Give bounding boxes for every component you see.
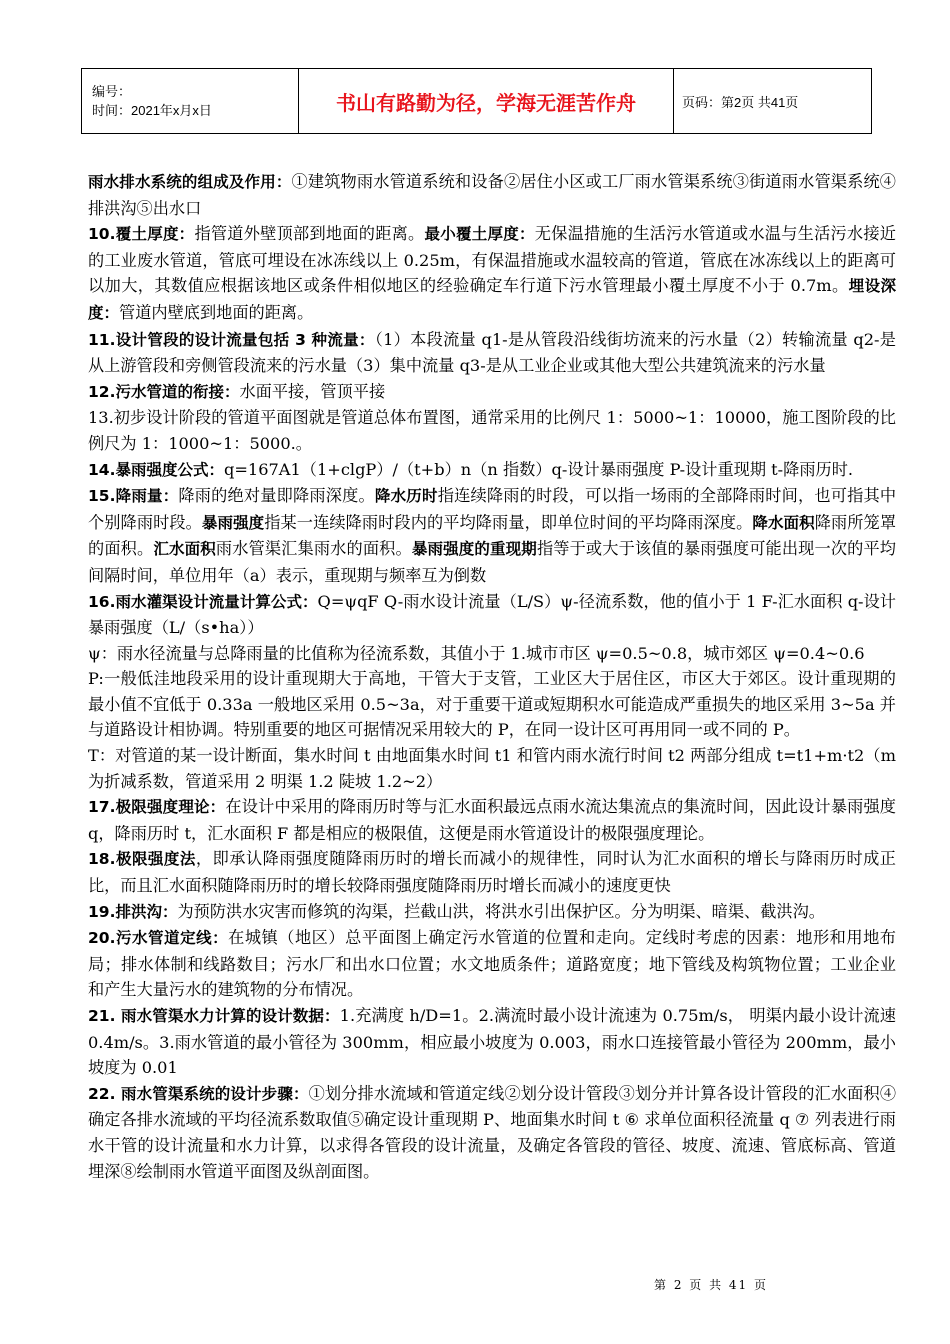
- paragraph-heading: 暴雨强度: [201, 513, 265, 532]
- paragraph-text: 指等于或大于该值的暴雨强度可能出现一次的平均间隔时间，单位用年（a）表示，重现期与频率互为倒数: [88, 539, 896, 585]
- paragraph-heading: 22. 雨水管渠系统的设计步骤：: [88, 1084, 309, 1103]
- paragraph-text: 1.充满度 h/D=1。2.满流时最小设计流速为 0.75m/s， 明渠内最小设计流速 0.4m/s。3.雨水管道的最小管径为 300mm，相应最小坡度为 0.003，雨水口连接管最小管径为 200mm，最小坡度为 0.01: [88, 1006, 896, 1078]
- paragraph-heading: 20.污水管道定线：: [88, 929, 229, 948]
- paragraph-text: ①建筑物雨水管道系统和设备②居住小区或工厂雨水管渠系统③街道雨水管渠系统④排洪沟⑤出水口: [88, 172, 896, 218]
- paragraph-text: 无保温措施的生活污水管道或水温与生活污水接近的工业废水管道，管底可埋设在冰冻线以上 0.25m，有保温措施或水温较高的管道，管底在冰冻线以上的距离可以加大，其数值应根据该地区或条件相似地区的经验确定车行道下污水管理最小覆土厚度不小于 0.7m。: [88, 224, 896, 296]
- paragraph-text: 雨水管渠汇集雨水的面积。: [215, 539, 412, 559]
- paragraph-heading: 降水面积: [752, 513, 815, 532]
- paragraph-heading: 16.雨水灌渠设计流量计算公式：: [88, 592, 318, 611]
- paragraph-heading: 降水历时: [374, 487, 438, 506]
- paragraph: [88, 641, 896, 667]
- paragraph-heading: 21. 雨水管渠水力计算的设计数据：: [88, 1007, 340, 1025]
- paragraph-text: ，即承认降雨强度随降雨历时的增长而减小的规律性，同时认为汇水面积的增长与降雨历时成正比，而且汇水面积随降雨历时的增长较降雨强度随降雨历时增长而减小的速度更快: [88, 849, 896, 896]
- paragraph-heading: 埋设深度：: [88, 277, 896, 322]
- paragraph-text: （1）本段流量 q1-是从管段沿线街坊流来的污水量（2）转输流量 q2-是从上游管段和旁侧管段流来的污水量（3）集中流量 q3-是从工业企业或其他大型公共建筑流来的污水量: [88, 329, 896, 376]
- paragraph: [88, 1003, 896, 1081]
- document-header: [81, 68, 872, 134]
- paragraph: [88, 666, 896, 743]
- paragraph-text: 指某一连续降雨时段内的平均降雨量，即单位时间的平均降雨深度。: [264, 512, 753, 532]
- paragraph-heading: 最小覆土厚度：: [424, 225, 535, 244]
- paragraph: [88, 457, 896, 484]
- paragraph-text: 13.初步设计阶段的管道平面图就是管道总体布置图，通常采用的比例尺 1：5000~1：10000，施工图阶段的比例尺为 1：1000~1：5000.。: [88, 408, 896, 453]
- paragraph-heading: 18.极限强度法: [88, 850, 196, 869]
- paragraph: [88, 743, 896, 794]
- paragraph-text: T：对管道的某一设计断面，集水时间 t 由地面集水时间 t1 和管内雨水流行时间 t2 两部分组成 t=t1+m·t2（m 为折减系数，管道采用 2 明渠 1.2 陡坡 1.2~2）: [88, 746, 896, 791]
- header-page-info: 页码：第2页 共41页: [674, 69, 872, 134]
- paragraph: [88, 846, 896, 898]
- document-number-label: 编号：: [92, 84, 132, 99]
- paragraph-text: ①划分排水流域和管道定线②划分设计管段③划分并计算各设计管段的汇水面积④确定各排水流域的平均径流系数取值⑤确定设计重现期 P、地面集水时间 t ⑥ 求单位面积径流量 q ⑦ 列表进行雨水干管的设计流量和水力计算，以求得各管段的设计流量，及确定各管段的管径、坡度、流速、管底标高、管道埋深⑧绘制雨水管道平面图及纵剖面图。: [88, 1083, 897, 1181]
- paragraph: [88, 327, 896, 379]
- paragraph-text: 水面平接，管顶平接: [239, 381, 386, 401]
- paragraph: [88, 899, 896, 926]
- header-motto: 书山有路勤为径，学海无涯苦作舟: [299, 69, 674, 134]
- paragraph: [88, 589, 896, 641]
- paragraph: [88, 794, 896, 846]
- paragraph-heading: 雨水排水系统的组成及作用：: [88, 173, 292, 191]
- header-meta: [82, 69, 299, 134]
- paragraph-text: 为预防洪水灾害而修筑的沟渠，拦截山洪，将洪水引出保护区。分为明渠、暗渠、截洪沟。: [177, 901, 825, 921]
- paragraph-text: 在城镇（地区）总平面图上确定污水管道的位置和走向。定线时考虑的因素：地形和用地布局；排水体制和线路数目；污水厂和出水口位置；水文地质条件；道路宽度；地下管线及构筑物位置；工业企业和产生大量污水的建筑物的分布情况。: [88, 928, 896, 1000]
- paragraph: [88, 379, 896, 406]
- page-footer: 第 2 页 共 41 页: [654, 1278, 768, 1292]
- document-time: 时间：2021年x月x日: [92, 103, 212, 118]
- paragraph-heading: 暴雨强度的重现期: [411, 540, 537, 559]
- paragraph-heading: 14.暴雨强度公式：: [88, 460, 224, 479]
- paragraph: [88, 925, 896, 1003]
- paragraph-text: 降雨所笼罩的面积。: [88, 512, 897, 559]
- paragraph-text: q=167A1（1+clgP）/（t+b）n（n 指数）q-设计暴雨强度 P-设计重现期 t-降雨历时.: [223, 459, 854, 479]
- paragraph-heading: 11.设计管段的设计流量包括 3 种流量：: [88, 330, 375, 349]
- paragraph-text: 在设计中采用的降雨历时等与汇水面积最远点雨水流达集流点的集流时间，因此设计暴雨强度 q，降雨历时 t，汇水面积 F 都是相应的极限值，这便是雨水管道设计的极限强度理论。: [88, 797, 896, 843]
- paragraph-heading: 12.污水管道的衔接：: [88, 382, 240, 401]
- paragraph-heading: 17.极限强度理论：: [88, 798, 226, 817]
- paragraph-text: 指连续降雨的时段，可以指一场雨的全部降雨时间，也可指其中个别降雨时段。: [88, 486, 897, 532]
- paragraph-heading: 19.排洪沟：: [88, 902, 178, 921]
- paragraph-text: ψ：雨水径流量与总降雨量的比值称为径流系数，其值小于 1.城市市区 ψ=0.5~0.8，城市郊区 ψ=0.4~0.6: [88, 643, 865, 663]
- paragraph: [88, 1081, 896, 1184]
- paragraph-text: 管道内壁底到地面的距离。: [119, 302, 314, 322]
- paragraph-heading: 15.降雨量：: [88, 487, 179, 506]
- paragraph: [88, 221, 896, 326]
- paragraph-text: Q=ψqF Q-雨水设计流量（L/S）ψ-径流系数，他的值小于 1 F-汇水面积 q-设计暴雨强度（L/（s•ha））: [88, 591, 896, 638]
- paragraph-heading: 汇水面积: [153, 540, 216, 559]
- paragraph: [88, 169, 896, 221]
- paragraph-heading: 10.覆土厚度：: [88, 225, 195, 244]
- paragraph-text: 指管道外壁顶部到地面的距离。: [194, 224, 425, 244]
- document-body: [88, 169, 896, 1184]
- paragraph: [88, 483, 896, 588]
- paragraph: [88, 405, 896, 456]
- paragraph-text: 降雨的绝对量即降雨深度。: [178, 486, 375, 506]
- paragraph-text: P:一般低洼地段采用的设计重现期大于高地，干管大于支管，工业区大于居住区，市区大于郊区。设计重现期的最小值不宜低于 0.33a 一般地区采用 0.5~3a，对于重要干道或短期积水可能造成严重损失的地区采用 3~5a 并与道路设计相协调。特别重要的地区可据情况采用较大的 P，在同一设计区可再用同一或不同的 P。: [88, 669, 896, 740]
